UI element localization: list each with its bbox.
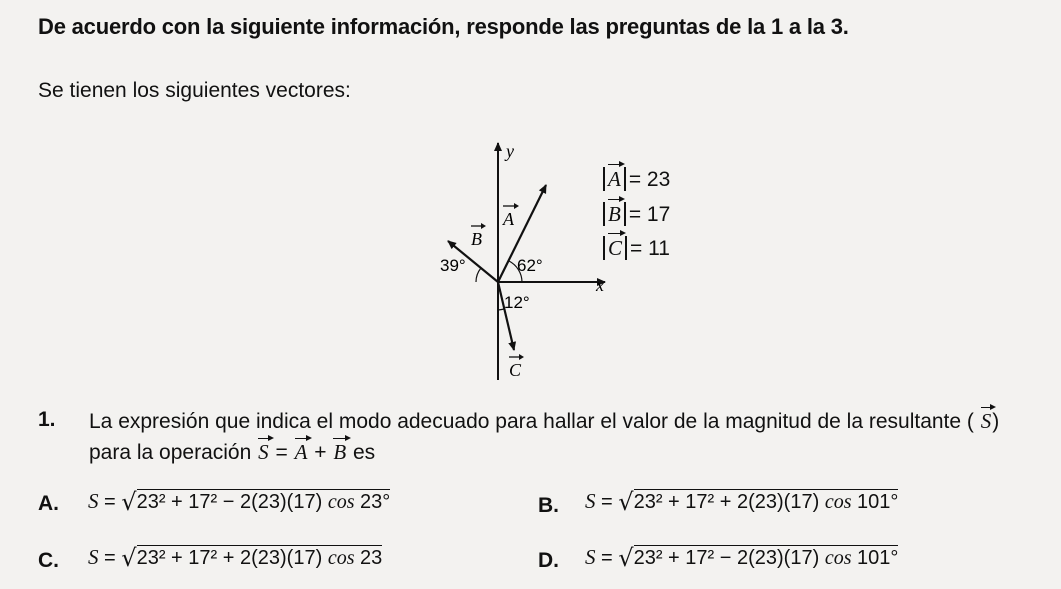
angle-arc-b xyxy=(476,268,481,282)
vector-diagram xyxy=(400,135,720,395)
question-1-text xyxy=(89,406,1049,468)
angle-a-label: 62° xyxy=(517,256,543,275)
question-1-number: 1. xyxy=(38,408,56,431)
vector-a-label xyxy=(502,203,519,229)
x-axis-label: x xyxy=(596,275,604,295)
vector-b-label xyxy=(471,223,486,249)
vector-c-label xyxy=(509,354,524,380)
angle-b-label: 39° xyxy=(440,256,466,275)
svg-text:C: C xyxy=(509,360,522,380)
magnitude-a: A = 23 xyxy=(600,167,670,192)
option-a-letter[interactable]: A. xyxy=(38,492,59,515)
svg-text:B: B xyxy=(471,229,482,249)
intro-text: Se tienen los siguientes vectores: xyxy=(38,79,351,102)
magnitude-b: B = 17 xyxy=(600,202,670,227)
question-1-line-2: para la operación S = A + B es xyxy=(89,437,1049,468)
option-b-formula[interactable]: S = √23² + 17² + 2(23)(17) cos 101° xyxy=(585,488,899,516)
question-1-line-1: La expresión que indica el modo adecuado para hallar el valor de la magnitud de la resultante ( S) xyxy=(89,406,1049,437)
option-d-letter[interactable]: D. xyxy=(538,549,559,572)
option-c-letter[interactable]: C. xyxy=(38,549,59,572)
option-c-formula[interactable]: S = √23² + 17² + 2(23)(17) cos 23 xyxy=(88,544,383,572)
y-axis-label: y xyxy=(506,141,514,161)
option-a-formula[interactable]: S = √23² + 17² − 2(23)(17) cos 23° xyxy=(88,488,391,516)
option-d-formula[interactable]: S = √23² + 17² − 2(23)(17) cos 101° xyxy=(585,544,899,572)
magnitude-c: C = 11 xyxy=(600,236,670,261)
angle-c-label: 12° xyxy=(504,293,530,312)
instructions-heading: De acuerdo con la siguiente información, responde las preguntas de la 1 a la 3. xyxy=(38,14,849,39)
vector-diagram-svg xyxy=(400,135,720,395)
svg-text:A: A xyxy=(503,209,514,229)
option-b-letter[interactable]: B. xyxy=(538,494,559,517)
